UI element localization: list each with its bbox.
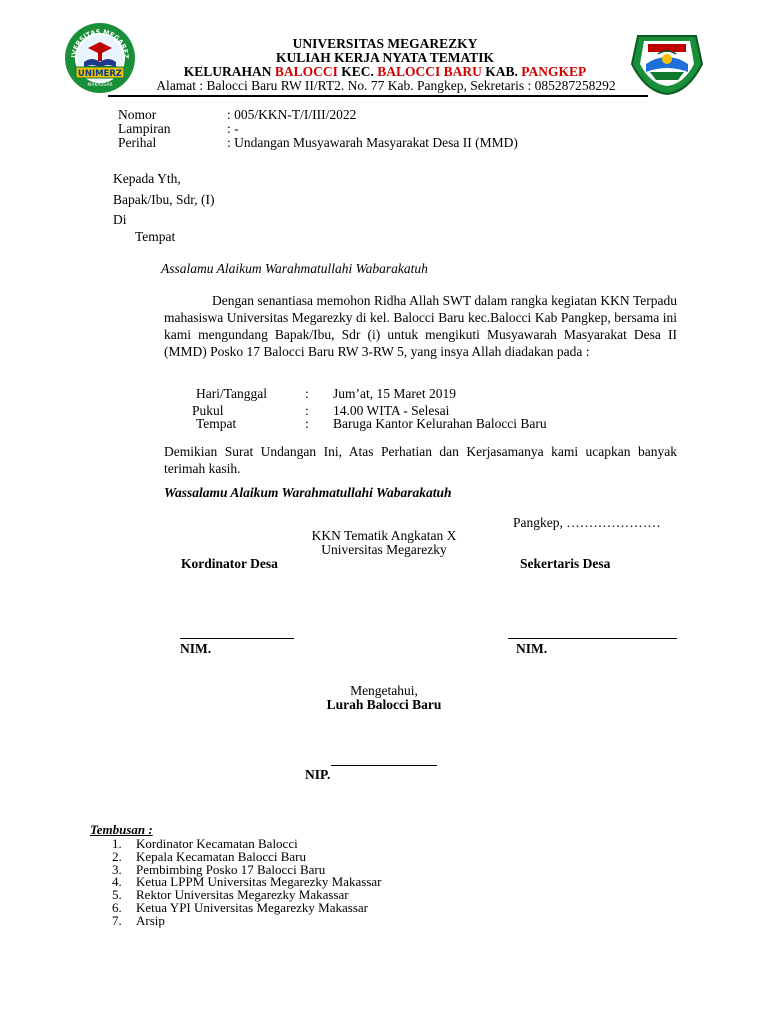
letterhead-location-part: KEC. — [337, 64, 378, 79]
detail-label: Hari/Tanggal — [196, 386, 268, 401]
detail-separator: : — [305, 386, 309, 401]
logo-ring-text: IVERSITAS MEGAREZ — [69, 27, 131, 59]
letterhead-divider — [108, 95, 648, 97]
meta-key: Nomor — [118, 107, 157, 122]
letterhead-address: Alamat : Balocci Baru RW II/RT2. No. 77 Kab. Pangkep, Sekretaris : 085287258292 — [156, 78, 616, 93]
university-logo-icon — [64, 22, 136, 94]
acknowledge-title: Lurah Balocci Baru — [326, 697, 442, 712]
letterhead-location-part: KELURAHAN — [183, 64, 275, 79]
left-nim: NIM. — [180, 641, 212, 656]
lurah-nip: NIP. — [305, 767, 331, 782]
cc-item-number: 6. — [112, 900, 122, 915]
logo-banner-text: UNIMERZ — [77, 69, 123, 79]
meta-value: : Undangan Musyawarah Masyarakat Desa II (MMD) — [227, 135, 518, 150]
logo-bottom-text: MAKASSAR — [87, 83, 113, 88]
recipient-line: Di — [113, 212, 127, 227]
cc-title: Tembusan : — [90, 822, 153, 837]
meta-key: Perihal — [118, 135, 157, 150]
cc-item-text: Arsip — [136, 913, 165, 928]
letterhead-location-part: KAB. — [481, 64, 522, 79]
cc-item-text: Ketua LPPM Universitas Megarezky Makassar — [136, 874, 382, 889]
body-paragraph: Dengan senantiasa memohon Ridha Allah SWT dalam rangka kegiatan KKN Terpadu mahasiswa Universitas Megarezky di kel. Balocci Baru kec.Balocci Kab Pangkep, bersama ini kami mengundang Bapak/Ibu, Sdr (i) untuk mengikuti Musyawarah Masyarakat Desa II (MMD) Posko 17 Balocci Baru RW 3-RW 5, yang insya Allah diadakan pada : — [164, 293, 677, 359]
cc-item-number: 1. — [112, 836, 122, 851]
recipient-line: Tempat — [135, 229, 176, 244]
cc-item-number: 4. — [112, 874, 122, 889]
cc-item-text: Pembimbing Posko 17 Balocci Baru — [136, 862, 326, 877]
meta-value: : 005/KKN-T/I/III/2022 — [227, 107, 357, 122]
cc-item-number: 2. — [112, 849, 122, 864]
cc-item-text: Kepala Kecamatan Balocci Baru — [136, 849, 306, 864]
closing-greeting: Wassalamu Alaikum Warahmatullahi Wabarakatuh — [164, 485, 452, 500]
closing-paragraph: Demikian Surat Undangan Ini, Atas Perhatian dan Kerjasamanya kami ucapkan banyak terimah kasih. — [164, 444, 677, 476]
detail-label: Pukul — [192, 403, 224, 418]
letterhead-program: KULIAH KERJA NYATA TEMATIK — [276, 50, 494, 65]
detail-value: Baruga Kantor Kelurahan Balocci Baru — [333, 416, 547, 431]
letterhead-kecamatan: BALOCCI BARU — [377, 64, 482, 79]
opening-greeting: Assalamu Alaikum Warahmatullahi Wabarakatuh — [161, 261, 428, 276]
right-signature-line — [508, 638, 677, 639]
cc-item-number: 3. — [112, 862, 122, 877]
acknowledge-label: Mengetahui, — [350, 683, 418, 698]
detail-separator: : — [305, 416, 309, 431]
place-date: Pangkep, ………………… — [513, 515, 661, 530]
cc-item-text: Kordinator Kecamatan Balocci — [136, 836, 298, 851]
recipient-line: Bapak/Ibu, Sdr, (I) — [113, 192, 215, 207]
cc-item-text: Ketua YPI Universitas Megarezky Makassar — [136, 900, 369, 915]
cc-item-text: Rektor Universitas Megarezky Makassar — [136, 887, 349, 902]
left-signature-line — [180, 638, 294, 639]
letterhead-university: UNIVERSITAS MEGAREZKY — [292, 36, 478, 51]
university-logo — [64, 22, 136, 94]
right-signatory-title: Sekertaris Desa — [520, 556, 611, 571]
detail-separator: : — [305, 403, 309, 418]
right-nim: NIM. — [516, 641, 548, 656]
meta-value: : - — [227, 121, 239, 136]
detail-label: Tempat — [196, 416, 237, 431]
recipient-line: Kepada Yth, — [113, 171, 181, 186]
cc-list-item — [112, 913, 165, 929]
cc-item-number: 5. — [112, 887, 122, 902]
signature-org-line: KKN Tematik Angkatan X — [311, 528, 457, 543]
detail-value: 14.00 WITA - Selesai — [333, 403, 450, 418]
meta-key: Lampiran — [118, 121, 171, 136]
signature-org-line: Universitas Megarezky — [321, 542, 447, 557]
lurah-signature-line — [331, 765, 437, 766]
letterhead-kelurahan: BALOCCI — [274, 64, 338, 79]
detail-value: Jum’at, 15 Maret 2019 — [333, 386, 456, 401]
letterhead-kabupaten: PANGKEP — [521, 64, 587, 79]
left-signatory-title: Kordinator Desa — [181, 556, 278, 571]
cc-item-number: 7. — [112, 913, 122, 928]
